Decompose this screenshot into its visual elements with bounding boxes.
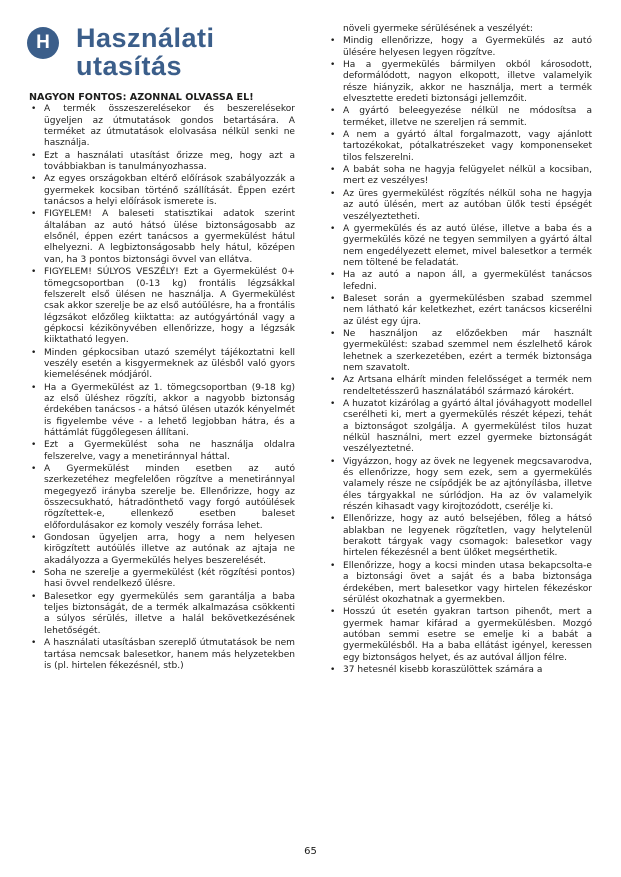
- page-number: 65: [304, 846, 317, 857]
- list-item: • Vigyázzon, hogy az övek ne legyenek megcsavarodva, és ellenőrizze, hogy sem ezek, sem a gyermekülés valamely része ne csípődjék be az ajtónyílásba, illetve éles tárgyakkal ne súrlódjon. Ha az öv valamelyik részén kihasadt vagy kirojtozódott, cserélje ki.: [328, 457, 592, 514]
- list-item: • A termék összeszerelésekor és beszerelésekor ügyeljen az útmutatások gondos betartására. A terméket az útmutatások elolvasása nélkül senki ne használja.: [29, 104, 295, 149]
- page-title: Használati utasítás: [76, 23, 215, 81]
- list-item: • Az üres gyermekülést rögzítés nélkül soha ne hagyja az autó ülésén, mert az autóban ülők testi épségét veszélyeztetheti.: [328, 189, 592, 223]
- list-item: • A huzatot kizárólag a gyártó által jóváhagyott modellel cserélheti ki, mert a gyermekülés részét képezi, tehát a biztonságot szolgálja. A gyermekülést tilos huzat nélkül használni, mert ezzel gyermeke biztonságát veszélyeztetné.: [328, 399, 592, 456]
- list-item: • A gyártó beleegyezése nélkül ne módosítsa a terméket, illetve ne szereljen rá semmit.: [328, 106, 592, 129]
- list-item: • Balesetkor egy gyermekülés sem garantálja a baba teljes biztonságát, de a termék alkalmazása csökkenti a súlyos sérülés, illetve a halál bekövetkezésének lehetőségét.: [29, 592, 295, 637]
- list-item: • Mindig ellenőrizze, hogy a Gyermekülés az autó ülésére helyesen legyen rögzítve.: [328, 36, 592, 59]
- section-badge: H: [27, 27, 59, 59]
- right-instruction-list: [328, 24, 592, 676]
- list-item: • FIGYELEM! A baleseti statisztikai adatok szerint általában az autó hátsó ülése biztonságosabb az elsőnél, éppen ezért tanácsos a gyermekülést hátul elhelyezni. A legbiztonságosabb hely hátul, középen van, ha 3 pontos biztonsági övvel van ellátva.: [29, 209, 295, 266]
- list-item-continuation: növeli gyermeke sérülésének a veszélyét:: [343, 24, 533, 34]
- list-item: • A nem a gyártó által forgalmazott, vagy ajánlott tartozékokat, pótalkatrészeket vagy komponenseket tilos felszerelni.: [328, 130, 592, 164]
- list-item: • A Gyermekülést minden esetben az autó szerkezetéhez megfelelően rögzítve a menetiránnyal megegyező irányba szerelje be. Ellenőrizze, hogy az összecsukható, hátradönthető vagy forgó autóülések rögzítettek-e, ellenkező esetben baleset előfordulásakor ez komoly veszély forrása lehet.: [29, 464, 295, 532]
- list-item: • Hosszú út esetén gyakran tartson pihenőt, mert a gyermek hamar kifárad a gyermekülésben. Mozgó autóban semmi esetre se emelje ki a babát a gyermekülésből. Ha a baba ellátást igényel, keressen egy biztonságos helyet, és az autóval álljon félre.: [328, 607, 592, 664]
- list-item: • Ha az autó a napon áll, a gyermekülést tanácsos lefedni.: [328, 270, 592, 293]
- list-item: • A használati utasításban szereplő útmutatások be nem tartása nemcsak balesetkor, hanem más helyzetekben is (pl. hirtelen fékezésnél, stb.): [29, 638, 295, 672]
- list-item: • Baleset során a gyermekülésben szabad szemmel nem látható kár keletkezhet, ezért tanácsos kicserélni az ülést egy újra.: [328, 294, 592, 328]
- list-item: • Ha a Gyermekülést az 1. tömegcsoportban (9-18 kg) az első üléshez rögzíti, akkor a nagyobb biztonság érdekében tanácsos - a hátsó ülésen utazók kényelmét is figyelembe véve - a lehető legjobban hátra, és a háttámlát függőlegesen állítani.: [29, 383, 295, 440]
- warning-heading: NAGYON FONTOS: AZONNAL OLVASSA EL!: [29, 92, 254, 103]
- list-item: • A babát soha ne hagyja felügyelet nélkül a kocsiban, mert ez veszélyes!: [328, 165, 592, 188]
- list-item: • A gyermekülés és az autó ülése, illetve a baba és a gyermekülés közé ne tegyen semmilyen a gyártó által nem engedélyezett elemet, mivel balesetkor a termék nem töltené be feladatát.: [328, 224, 592, 269]
- left-instruction-list: [29, 104, 295, 672]
- left-column: [29, 92, 295, 673]
- list-item: • Ezt a Gyermekülést soha ne használja oldalra felszerelve, vagy a menetiránnyal háttal.: [29, 440, 295, 463]
- list-item: • 37 hetesnél kisebb koraszülöttek számára a: [328, 665, 592, 676]
- list-item: • Ezt a használati utasítást őrizze meg, hogy azt a továbbiakban is tanulmányozhassa.: [29, 151, 295, 174]
- right-column: [328, 24, 592, 677]
- list-item: • Minden gépkocsiban utazó személyt tájékoztatni kell veszély esetén a kisgyermeknek az ülésből való gyors kiemelésének módjáról.: [29, 348, 295, 382]
- list-item: • Ellenőrizze, hogy az autó belsejében, főleg a hátsó ablakban ne legyenek rögzítetlen, vagy helytelenül berakott tárgyak vagy csomagok: balesetkor vagy hirtelen fékezésnél a bent ülőket megsérthetik.: [328, 514, 592, 559]
- list-item: • Gondosan ügyeljen arra, hogy a nem helyesen kirögzített autóülés illetve az autónak az ajtaja ne akadályozza a Gyermekülés helyes beszerelését.: [29, 533, 295, 567]
- list-item: • Ellenőrizze, hogy a kocsi minden utasa bekapcsolta-e a biztonsági övet a saját és a baba biztonsága érdekében, mert balesetkor vagy hirtelen fékezéskor sérülést okozhatnak a gyermekben.: [328, 561, 592, 606]
- list-item: • Az egyes országokban eltérő előírások szabályozzák a gyermekek kocsiban történő szállítását. Éppen ezért tanácsos a helyi előírások ismerete is.: [29, 174, 295, 208]
- list-item: • Soha ne szerelje a gyermekülést (két rögzítési pontos) hasi övvel rendelkező ülésre.: [29, 568, 295, 591]
- list-item: • Ne használjon az előzőekben már használt gyermekülést: szabad szemmel nem észlelhető károk lehetnek a szerkezetében, ezért a termék biztonsága nem szavatolt.: [328, 329, 592, 374]
- list-item: • Az Artsana elhárít minden felelősséget a termék nem rendeltetésszerű használatából származó károkért.: [328, 375, 592, 398]
- list-item: • Ha a gyermekülés bármilyen okból károsodott, deformálódott, nagyon elkopott, illetve valamelyik része hiányzik, akkor ne használja, mert a termék elvesztette eredeti biztonsági jellemzőit.: [328, 60, 592, 105]
- list-item: • FIGYELEM! SÚLYOS VESZÉLY! Ezt a Gyermekülést 0+ tömegcsoportban (0-13 kg) frontális légzsákkal felszerelt első ülésen ne használja. A Gyermekülést csak akkor szerelje be az első autóülésre, ha a frontális légzsákot előzőleg kiiktatta: az autógyártónál vagy a gépkocsi kézikönyvében ellenőrizze, hogy a légzsák kiiktatható legyen.: [29, 267, 295, 346]
